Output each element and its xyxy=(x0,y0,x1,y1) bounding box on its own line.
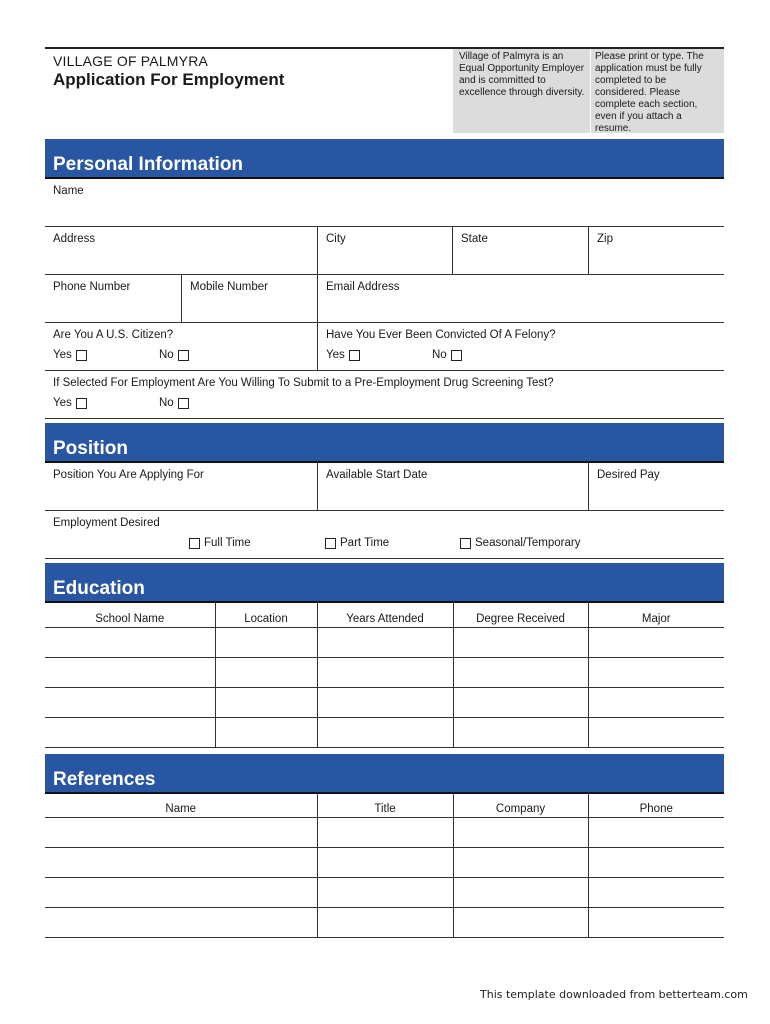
table-cell[interactable] xyxy=(317,848,453,878)
organization-name: VILLAGE OF PALMYRA xyxy=(53,53,209,69)
table-cell[interactable] xyxy=(317,818,453,848)
email-field[interactable] xyxy=(317,275,724,322)
desired-pay-label: Desired Pay xyxy=(597,469,660,481)
part-time-label: Part Time xyxy=(340,537,390,549)
employment-desired-row xyxy=(45,511,724,559)
mobile-field[interactable] xyxy=(181,275,317,322)
column-header: Title xyxy=(317,794,453,818)
section-header-personal xyxy=(45,139,724,179)
table-cell[interactable] xyxy=(45,818,317,848)
start-date-label: Available Start Date xyxy=(326,469,428,481)
employment-desired-label: Employment Desired xyxy=(53,517,160,529)
full-time-label: Full Time xyxy=(204,537,251,549)
references-table xyxy=(45,794,724,939)
drug-screening-row xyxy=(45,371,724,419)
column-header: School Name xyxy=(45,603,215,627)
table-cell[interactable] xyxy=(588,627,724,657)
table-cell[interactable] xyxy=(45,657,215,687)
column-header: Years Attended xyxy=(317,603,453,627)
no-label: No xyxy=(159,349,174,361)
section-title: References xyxy=(53,768,156,790)
position-field[interactable] xyxy=(45,463,317,510)
column-header: Degree Received xyxy=(453,603,588,627)
citizen-yes-option[interactable] xyxy=(53,349,87,361)
column-header: Location xyxy=(215,603,317,627)
address-field[interactable] xyxy=(45,227,317,274)
section-title: Education xyxy=(53,578,145,599)
table-cell[interactable] xyxy=(317,717,453,747)
section-header-references xyxy=(45,754,724,794)
title-block xyxy=(53,53,284,90)
table-cell[interactable] xyxy=(215,717,317,747)
education-table xyxy=(45,603,724,748)
contact-row xyxy=(45,275,724,323)
table-cell[interactable] xyxy=(45,878,317,908)
yes-label: Yes xyxy=(53,397,72,409)
seasonal-checkbox[interactable] xyxy=(460,538,471,549)
no-label: No xyxy=(159,397,174,409)
part-time-option[interactable] xyxy=(325,537,389,549)
table-cell[interactable] xyxy=(317,878,453,908)
drug-yes-option[interactable] xyxy=(53,397,87,409)
citizen-no-checkbox[interactable] xyxy=(178,350,189,361)
citizen-no-option[interactable] xyxy=(159,349,189,361)
section-title: Position xyxy=(53,438,128,459)
table-cell[interactable] xyxy=(45,717,215,747)
felony-question xyxy=(317,323,724,370)
table-cell[interactable] xyxy=(588,878,724,908)
citizen-question xyxy=(45,323,317,370)
full-time-option[interactable] xyxy=(189,537,251,549)
table-cell[interactable] xyxy=(588,717,724,747)
state-label: State xyxy=(461,233,488,245)
instructions-note: Please print or type. The application must be fully completed to be considered. Please complete each section, even if you attach a resume. xyxy=(595,51,704,134)
table-row xyxy=(45,657,724,687)
table-row xyxy=(45,908,724,938)
felony-yes-checkbox[interactable] xyxy=(349,350,360,361)
form-title: Application For Employment xyxy=(53,70,285,89)
felony-no-option[interactable] xyxy=(432,349,462,361)
table-header-row xyxy=(45,603,724,627)
table-cell[interactable] xyxy=(453,687,588,717)
table-row xyxy=(45,818,724,848)
table-row xyxy=(45,687,724,717)
address-row xyxy=(45,227,724,275)
citizen-label: Are You A U.S. Citizen? xyxy=(53,329,174,341)
name-label: Name xyxy=(53,185,84,197)
table-row xyxy=(45,848,724,878)
table-row xyxy=(45,717,724,747)
address-label: Address xyxy=(53,233,96,245)
citizen-felony-row xyxy=(45,323,724,371)
table-cell[interactable] xyxy=(453,627,588,657)
table-cell[interactable] xyxy=(453,848,588,878)
zip-label: Zip xyxy=(597,233,613,245)
yes-label: Yes xyxy=(53,349,72,361)
email-label: Email Address xyxy=(326,281,400,293)
table-cell[interactable] xyxy=(317,908,453,938)
section-header-position xyxy=(45,423,724,463)
yes-label: Yes xyxy=(326,349,345,361)
table-row xyxy=(45,878,724,908)
full-time-checkbox[interactable] xyxy=(189,538,200,549)
zip-field[interactable] xyxy=(588,227,724,274)
name-field[interactable] xyxy=(45,179,724,227)
city-label: City xyxy=(326,233,346,245)
table-cell[interactable] xyxy=(215,657,317,687)
table-cell[interactable] xyxy=(453,717,588,747)
part-time-checkbox[interactable] xyxy=(325,538,336,549)
table-cell[interactable] xyxy=(453,818,588,848)
phone-label: Phone Number xyxy=(53,281,131,293)
table-cell[interactable] xyxy=(453,878,588,908)
mobile-label: Mobile Number xyxy=(190,281,268,293)
table-cell[interactable] xyxy=(588,657,724,687)
table-cell[interactable] xyxy=(588,818,724,848)
table-cell[interactable] xyxy=(45,908,317,938)
table-cell[interactable] xyxy=(45,687,215,717)
table-cell[interactable] xyxy=(588,848,724,878)
drug-no-option[interactable] xyxy=(159,397,189,409)
table-cell[interactable] xyxy=(317,657,453,687)
no-label: No xyxy=(432,349,447,361)
felony-no-checkbox[interactable] xyxy=(451,350,462,361)
table-row xyxy=(45,627,724,657)
column-header: Company xyxy=(453,794,588,818)
section-header-education xyxy=(45,563,724,603)
table-cell[interactable] xyxy=(45,848,317,878)
table-cell[interactable] xyxy=(453,908,588,938)
drug-screening-label: If Selected For Employment Are You Willing To Submit to a Pre-Employment Drug Screening Test? xyxy=(53,377,554,389)
column-header: Major xyxy=(588,603,724,627)
application-form xyxy=(45,47,724,938)
felony-yes-option[interactable] xyxy=(326,349,360,361)
table-cell[interactable] xyxy=(215,687,317,717)
table-cell[interactable] xyxy=(317,627,453,657)
seasonal-label: Seasonal/Temporary xyxy=(475,537,581,549)
table-cell[interactable] xyxy=(588,687,724,717)
footer-credit: This template downloaded from betterteam.com xyxy=(480,988,748,1001)
table-cell[interactable] xyxy=(215,627,317,657)
notice-divider xyxy=(590,49,591,133)
position-row xyxy=(45,463,724,511)
table-cell[interactable] xyxy=(588,908,724,938)
start-date-field[interactable] xyxy=(317,463,588,510)
phone-field[interactable] xyxy=(45,275,181,322)
position-label: Position You Are Applying For xyxy=(53,469,204,481)
eeo-statement: Village of Palmyra is an Equal Opportunity Employer and is committed to excellence through diversity. xyxy=(459,51,585,98)
table-header-row xyxy=(45,794,724,818)
table-cell[interactable] xyxy=(45,627,215,657)
drug-yes-checkbox[interactable] xyxy=(76,398,87,409)
citizen-yes-checkbox[interactable] xyxy=(76,350,87,361)
seasonal-option[interactable] xyxy=(460,537,580,549)
desired-pay-field[interactable] xyxy=(588,463,724,510)
felony-label: Have You Ever Been Convicted Of A Felony? xyxy=(326,329,556,341)
column-header: Phone xyxy=(588,794,724,818)
form-header xyxy=(45,47,724,133)
section-title: Personal Information xyxy=(53,154,244,175)
city-field[interactable] xyxy=(317,227,452,274)
drug-no-checkbox[interactable] xyxy=(178,398,189,409)
column-header: Name xyxy=(45,794,317,818)
table-cell[interactable] xyxy=(317,687,453,717)
table-cell[interactable] xyxy=(453,657,588,687)
state-field[interactable] xyxy=(452,227,588,274)
notice-box xyxy=(453,49,724,133)
